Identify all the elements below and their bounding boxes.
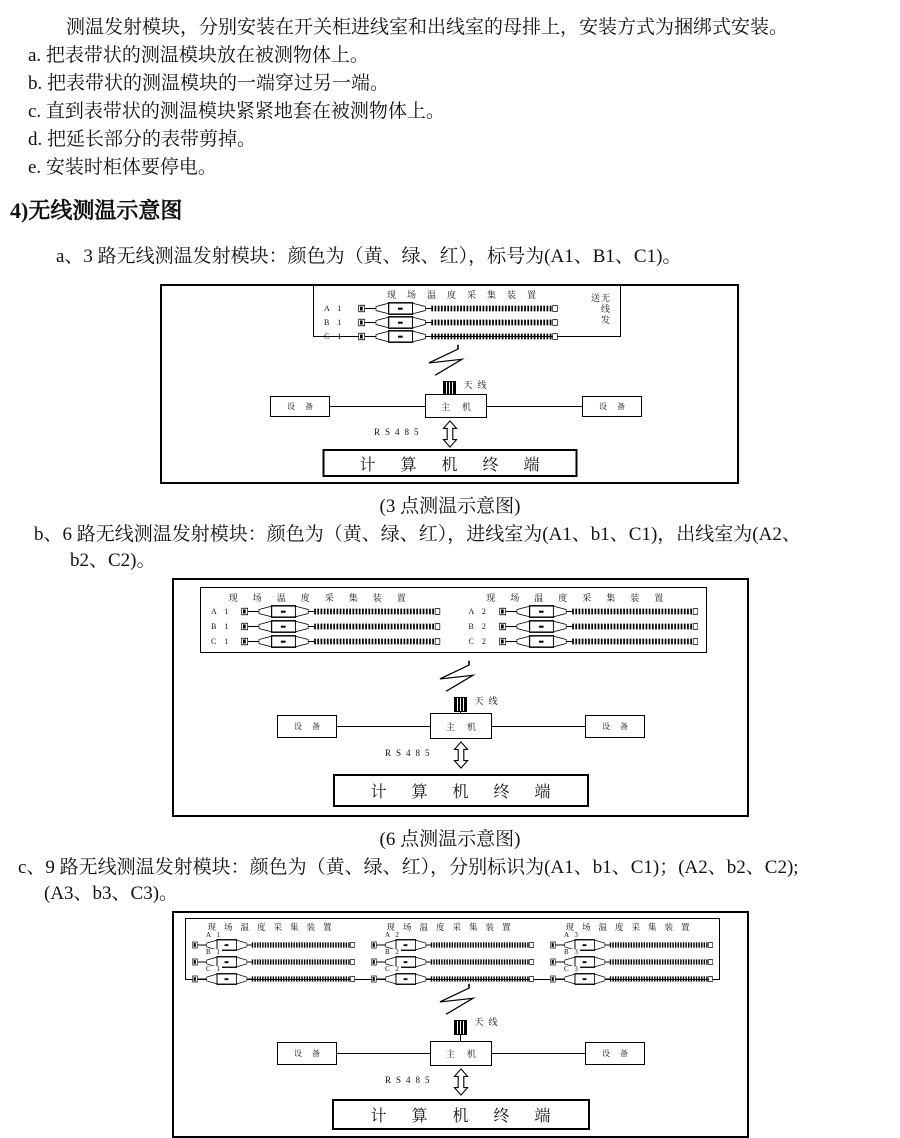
item-b-text-line1: b、6 路无线测温发射模块：颜色为（黄、绿、红），进线室为(A1、b1、C1)，出线室为(A2、 <box>34 524 801 545</box>
computer-terminal-box: 计算机终端 <box>322 449 577 477</box>
sensor-panel <box>185 918 720 980</box>
temperature-strap-sensor-icon <box>499 605 699 618</box>
diagram-6-point <box>172 578 749 817</box>
rs485-label: RS485 <box>373 427 424 437</box>
connector-line <box>492 726 585 727</box>
item-b-text-line2: b2、C2)。 <box>70 550 156 571</box>
sensor-label: B 3 <box>564 948 580 956</box>
antenna-zigzag-icon <box>422 344 478 381</box>
updown-arrow-icon <box>452 1068 469 1101</box>
sensor-group-1 <box>192 920 355 978</box>
sensor-row <box>550 965 713 984</box>
device-box-left: 设备 <box>277 1042 337 1065</box>
sensor-row <box>314 301 620 315</box>
device-box-right: 设备 <box>582 396 642 417</box>
computer-terminal-box: 计算机终端 <box>332 1099 590 1130</box>
host-box: 主机 <box>425 394 487 418</box>
computer-terminal-box: 计算机终端 <box>333 774 589 807</box>
sensor-label: C 2 <box>468 637 489 646</box>
sensor-row <box>209 619 441 634</box>
host-row <box>174 1041 747 1066</box>
temperature-strap-sensor-icon <box>241 620 441 633</box>
antenna-zigzag-icon <box>433 660 489 697</box>
rs485-link <box>174 740 747 774</box>
sensor-group-1 <box>209 589 441 651</box>
sensor-row <box>209 604 441 619</box>
diagram-3-point <box>160 284 739 484</box>
connector-line <box>492 1053 585 1054</box>
sensor-label: B 1 <box>324 317 345 327</box>
temperature-strap-sensor-icon <box>358 316 558 329</box>
sensor-label: C 3 <box>564 965 580 973</box>
sensor-row <box>314 315 620 329</box>
device-box-right: 设备 <box>585 1042 645 1065</box>
intro-paragraph: 测温发射模块，分别安装在开关柜进线室和出线室的母排上，安装方式为捆绑式安装。 <box>66 17 789 38</box>
sensor-row <box>192 965 355 984</box>
antenna-label: 天线 <box>463 380 492 390</box>
panel-title: 现场温度采集装置 <box>486 593 679 603</box>
sensor-row <box>467 604 699 619</box>
updown-arrow-icon <box>452 741 469 774</box>
rs485-link <box>174 1067 747 1099</box>
diagram-caption-6point: (6 点测温示意图) <box>379 829 521 850</box>
panel-title: 现场温度采集装置 <box>386 922 519 932</box>
connector-line <box>487 406 582 407</box>
temperature-strap-sensor-icon <box>192 972 355 984</box>
host-row <box>162 394 737 418</box>
sensor-panel <box>200 587 707 653</box>
sensor-label: C 1 <box>211 637 232 646</box>
host-row <box>174 713 747 739</box>
device-box-right: 设备 <box>585 715 645 738</box>
sensor-label: B 2 <box>385 948 401 956</box>
sensor-panel <box>313 285 621 341</box>
wireless-send-label: 无线发送 <box>590 293 610 326</box>
item-c-text-line2: (A3、b3、C3)。 <box>44 883 179 904</box>
host-box: 主机 <box>430 1041 492 1066</box>
sensor-label: A 1 <box>211 607 232 616</box>
section-heading: 4)无线测温示意图 <box>10 198 183 223</box>
sensor-label: C 1 <box>206 965 222 973</box>
temperature-strap-sensor-icon <box>499 620 699 633</box>
temperature-strap-sensor-icon <box>499 635 699 648</box>
sensor-group-3 <box>550 920 713 978</box>
temperature-strap-sensor-icon <box>358 302 558 315</box>
host-box: 主机 <box>430 713 492 739</box>
antenna-block <box>454 1020 467 1035</box>
item-c-text-line1: c、9 路无线测温发射模块：颜色为（黄、绿、红），分别标识为(A1、b1、C1)；(A2、b2、C2); <box>18 857 799 878</box>
connector-line <box>330 406 425 407</box>
connector-line <box>337 726 430 727</box>
device-box-left: 设备 <box>270 396 330 417</box>
sensor-label: B 2 <box>468 622 489 631</box>
antenna-label: 天线 <box>474 1017 503 1027</box>
panel-title: 现场温度采集装置 <box>207 922 340 932</box>
diagram-9-point <box>172 911 749 1138</box>
sensor-label: A 2 <box>385 931 401 939</box>
sensor-group-2 <box>467 589 699 651</box>
sensor-label: A 3 <box>564 931 580 939</box>
antenna-block <box>454 697 467 712</box>
sensor-label: C 1 <box>324 331 345 341</box>
temperature-strap-sensor-icon <box>358 330 558 343</box>
sensor-label: B 1 <box>206 948 222 956</box>
sensor-group-2 <box>371 920 534 978</box>
sensor-label: A 1 <box>206 931 222 939</box>
panel-title: 现场温度采集装置 <box>228 593 421 603</box>
connector-line <box>337 1053 430 1054</box>
sensor-label: A 2 <box>468 607 489 616</box>
panel-title: 现场温度采集装置 <box>565 922 698 932</box>
device-box-left: 设备 <box>277 715 337 738</box>
sensor-label: C 2 <box>385 965 401 973</box>
step-e: e. 安装时柜体要停电。 <box>28 157 217 178</box>
temperature-strap-sensor-icon <box>241 605 441 618</box>
sensor-label: B 1 <box>211 622 232 631</box>
rs485-link <box>162 419 737 449</box>
step-c: c. 直到表带状的测温模块紧紧地套在被测物体上。 <box>28 101 445 122</box>
panel-title: 现场温度采集装置 <box>386 290 547 300</box>
item-a-text: a、3 路无线测温发射模块：颜色为（黄、绿、红），标号为(A1、B1、C1)。 <box>56 246 682 267</box>
rs485-label: RS485 <box>384 1075 435 1085</box>
step-b: b. 把表带状的测温模块的一端穿过另一端。 <box>28 73 390 94</box>
diagram-caption-3point: (3 点测温示意图) <box>379 496 521 517</box>
sensor-row <box>209 634 441 649</box>
sensor-row <box>467 619 699 634</box>
step-a: a. 把表带状的测温模块放在被测物体上。 <box>28 45 369 66</box>
sensor-row <box>314 329 620 343</box>
step-d: d. 把延长部分的表带剪掉。 <box>28 129 257 150</box>
rs485-label: RS485 <box>384 748 435 758</box>
sensor-row <box>467 634 699 649</box>
antenna-label: 天线 <box>474 696 503 706</box>
sensor-label: A 1 <box>324 303 345 313</box>
temperature-strap-sensor-icon <box>241 635 441 648</box>
temperature-strap-sensor-icon <box>550 972 713 984</box>
